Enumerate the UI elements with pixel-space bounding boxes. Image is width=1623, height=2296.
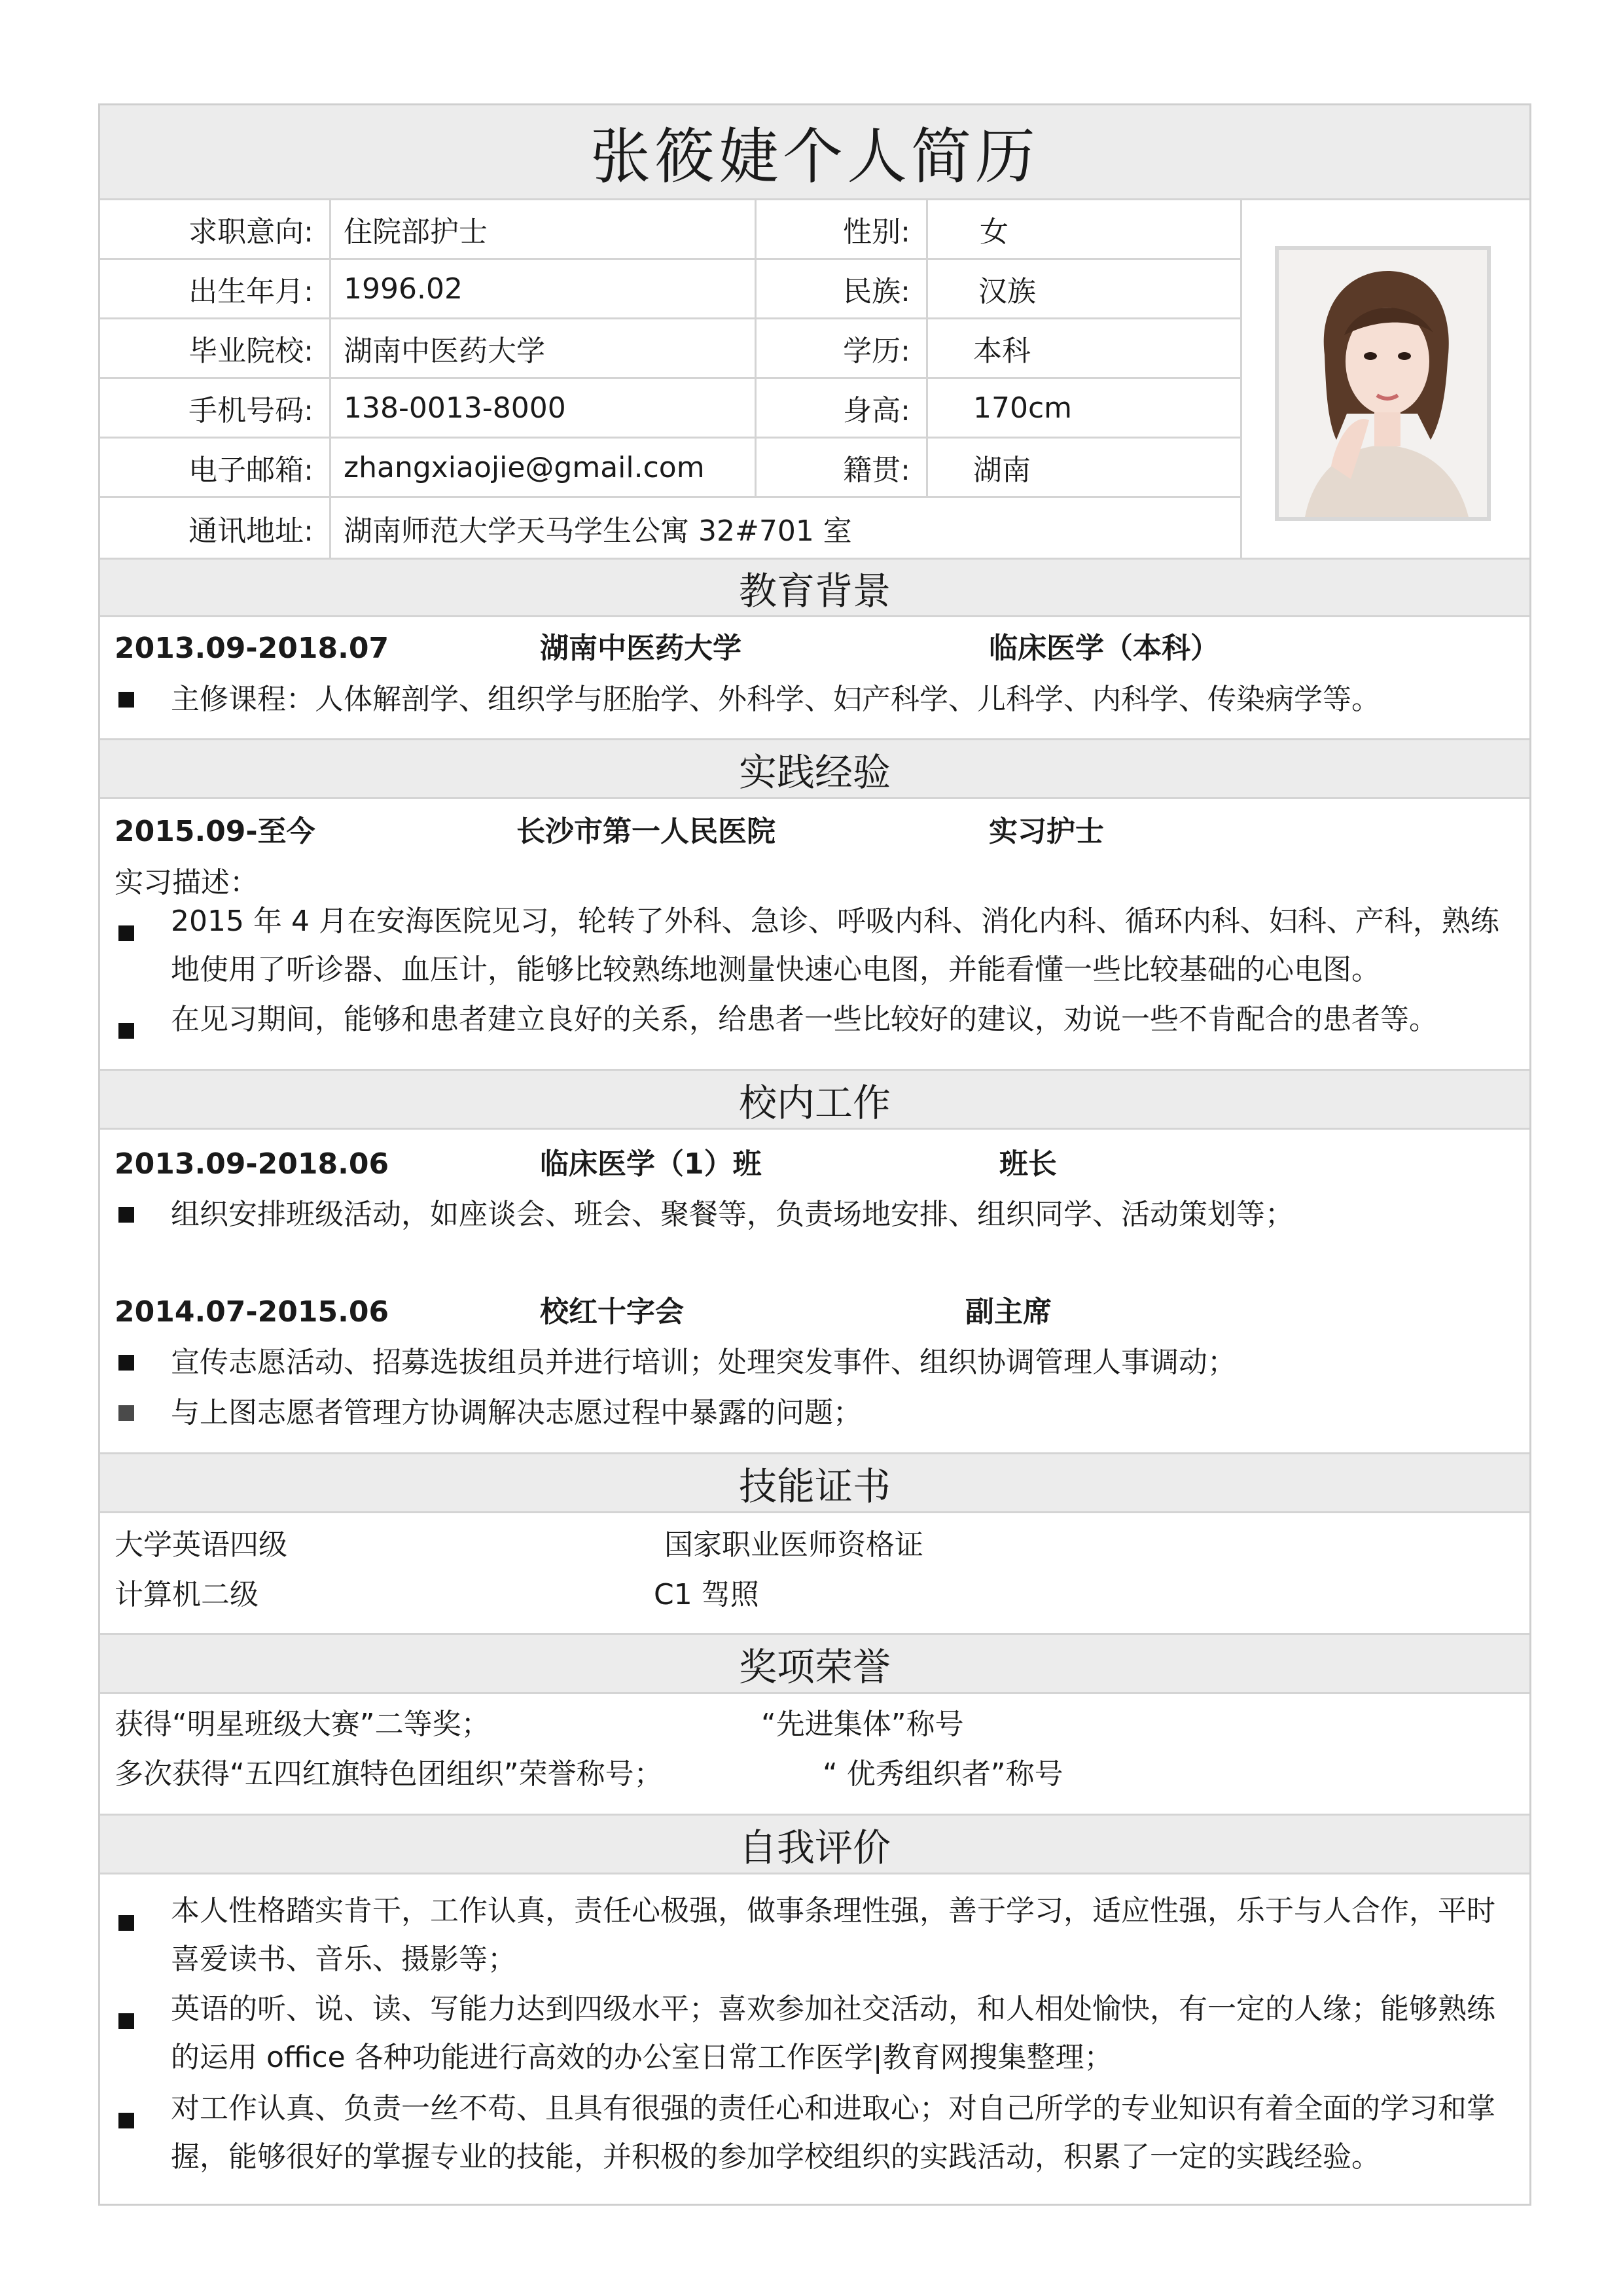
skill-4: C1 驾照 bbox=[654, 1578, 759, 1611]
email-value: zhangxiaojie@gmail.com bbox=[344, 450, 705, 484]
gender-value: 女 bbox=[980, 215, 1008, 249]
award-2: “先进集体”称号 bbox=[761, 1708, 964, 1741]
practice-org: 长沙市第一人民医院 bbox=[516, 815, 776, 848]
degree-value: 本科 bbox=[973, 334, 1031, 368]
practice-role: 实习护士 bbox=[989, 815, 1104, 848]
campus-job1-org: 临床医学（1）班 bbox=[540, 1147, 762, 1181]
edu-period: 2013.09-2018.07 bbox=[115, 632, 389, 665]
bullet-icon bbox=[118, 1023, 134, 1039]
profile-photo bbox=[1275, 246, 1491, 521]
practice-item-1: 2015 年 4 月在安海医院见习，轮转了外科、急诊、呼吸内科、消化内科、循环内科、妇科、产科，熟练地使用了听诊器、血压计，能够比较熟练地测量快速心电图，并能看懂一些比较基础的心电图。 bbox=[171, 905, 1499, 986]
job-value: 住院部护士 bbox=[344, 215, 488, 249]
self-item-3: 对工作认真、负责一丝不苟、且具有很强的责任心和进取心；对自己所学的专业知识有着全面的学习和掌握，能够很好的掌握专业的技能，并积极的参加学校组织的实践活动，积累了一定的实践经验。 bbox=[171, 2092, 1495, 2174]
bullet-icon bbox=[118, 2013, 134, 2029]
gender-label: 性别: bbox=[843, 215, 910, 249]
campus-job1-item-1: 组织安排班级活动，如座谈会、班会、聚餐等，负责场地安排、组织同学、活动策划等； bbox=[171, 1198, 1294, 1231]
edu-school: 湖南中医药大学 bbox=[540, 632, 741, 665]
campus-job1-period: 2013.09-2018.06 bbox=[115, 1147, 389, 1181]
practice-desc-label: 实习描述： bbox=[115, 866, 259, 899]
school-value: 湖南中医药大学 bbox=[344, 334, 545, 368]
info-row-phone bbox=[100, 379, 1240, 439]
bullet-icon bbox=[118, 925, 134, 941]
school-label: 毕业院校: bbox=[188, 334, 313, 368]
height-label: 身高: bbox=[843, 394, 910, 427]
address-value: 湖南师范大学天马学生公寓 32#701 室 bbox=[344, 514, 852, 548]
skill-2: 国家职业医师资格证 bbox=[664, 1528, 923, 1562]
birth-value: 1996.02 bbox=[344, 272, 463, 306]
section-heading-skills: 技能证书 bbox=[100, 1452, 1529, 1513]
edu-courses: 主修课程：人体解剖学、组织学与胚胎学、外科学、妇产科学、儿科学、内科学、传染病学等。 bbox=[171, 683, 1380, 716]
address-label: 通讯地址: bbox=[188, 514, 313, 548]
origin-label: 籍贯: bbox=[843, 454, 910, 487]
bullet-icon bbox=[118, 1207, 134, 1223]
section-heading-campus: 校内工作 bbox=[100, 1069, 1529, 1130]
campus-job2-period: 2014.07-2015.06 bbox=[115, 1295, 389, 1329]
bullet-icon bbox=[118, 2113, 134, 2128]
info-row-school bbox=[100, 319, 1240, 379]
section-heading-awards: 奖项荣誉 bbox=[100, 1633, 1529, 1694]
campus-job1-role: 班长 bbox=[999, 1147, 1057, 1181]
birth-label: 出生年月: bbox=[188, 275, 313, 308]
practice-item-2: 在见习期间，能够和患者建立良好的关系，给患者一些比较好的建议，劝说一些不肯配合的患者等。 bbox=[171, 1003, 1438, 1036]
email-label: 电子邮箱: bbox=[188, 454, 313, 487]
bullet-icon bbox=[118, 1355, 134, 1371]
award-1: 获得“明星班级大赛”二等奖； bbox=[115, 1708, 490, 1741]
campus-job2-item-1: 宣传志愿活动、招募选拔组员并进行培训；处理突发事件、组织协调管理人事调动； bbox=[171, 1346, 1236, 1379]
job-label: 求职意向: bbox=[188, 215, 313, 249]
info-row-job bbox=[100, 200, 1240, 260]
award-3: 多次获得“五四红旗特色团组织”荣誉称号； bbox=[115, 1757, 663, 1791]
info-row-address bbox=[100, 498, 1240, 558]
award-4: “ 优秀组织者”称号 bbox=[823, 1757, 1063, 1791]
campus-job2-role: 副主席 bbox=[965, 1295, 1052, 1329]
bullet-icon bbox=[118, 692, 134, 708]
page-title: 张筱婕个人简历 bbox=[100, 105, 1529, 200]
info-row-birth bbox=[100, 260, 1240, 319]
self-item-2: 英语的听、说、读、写能力达到四级水平；喜欢参加社交活动，和人相处愉快，有一定的人缘；能够熟练的运用 office 各种功能进行高效的办公室日常工作医学|教育网搜集整理； bbox=[171, 1992, 1495, 2074]
photo-cell bbox=[1240, 200, 1529, 558]
info-row-email bbox=[100, 439, 1240, 498]
self-item-1: 本人性格踏实肯干，工作认真，责任心极强，做事条理性强，善于学习，适应性强，乐于与人合作，平时喜爱读书、音乐、摄影等； bbox=[171, 1894, 1495, 1976]
campus-job2-item-2: 与上图志愿者管理方协调解决志愿过程中暴露的问题； bbox=[171, 1396, 862, 1429]
ethnic-label: 民族: bbox=[843, 275, 910, 308]
section-heading-education: 教育背景 bbox=[100, 558, 1529, 617]
ethnic-value: 汉族 bbox=[978, 275, 1036, 308]
skill-1: 大学英语四级 bbox=[115, 1528, 287, 1562]
practice-period: 2015.09-至今 bbox=[115, 815, 315, 848]
height-value: 170cm bbox=[973, 391, 1073, 425]
skill-3: 计算机二级 bbox=[115, 1578, 259, 1611]
resume-sheet bbox=[98, 103, 1531, 2206]
bullet-icon bbox=[118, 1915, 134, 1931]
section-heading-self: 自我评价 bbox=[100, 1814, 1529, 1874]
edu-major: 临床医学（本科） bbox=[989, 632, 1219, 665]
phone-label: 手机号码: bbox=[188, 394, 313, 427]
bullet-icon bbox=[118, 1405, 134, 1421]
campus-job2-org: 校红十字会 bbox=[540, 1295, 684, 1329]
section-heading-practice: 实践经验 bbox=[100, 738, 1529, 799]
origin-value: 湖南 bbox=[973, 454, 1031, 487]
phone-value: 138-0013-8000 bbox=[344, 391, 566, 425]
degree-label: 学历: bbox=[843, 334, 910, 368]
